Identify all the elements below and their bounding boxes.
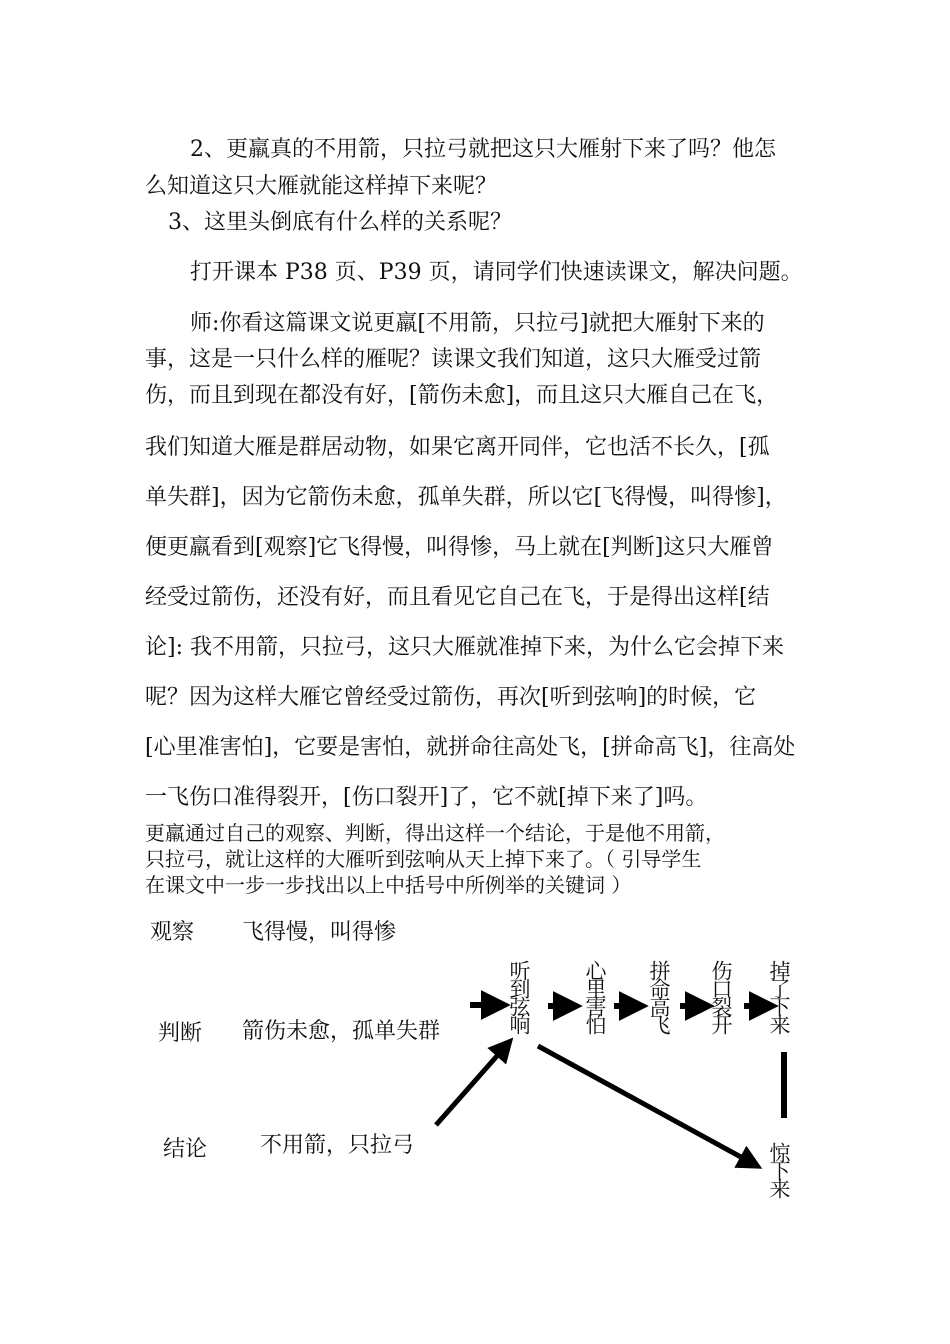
chain-step-1: 听到弦响: [507, 960, 531, 1032]
paragraph-line: 我们知道大雁是群居动物，如果它离开同伴，它也活不长久，[孤: [145, 435, 770, 460]
chain-step-2: 心里害怕: [583, 960, 607, 1032]
paragraph-line: 么知道这只大雁就能这样掉下来呢？: [145, 174, 498, 199]
paragraph-line: 更羸通过自己的观察、判断，得出这样一个结论，于是他不用箭，: [145, 821, 725, 845]
paragraph-line: 在课文中一步一步找出以上中括号中所例举的关键词 ）: [145, 873, 632, 897]
paragraph-line: [心里准害怕]，它要是害怕，就拼命往高处飞，[拼命高飞]，往高处: [145, 735, 796, 760]
text-observe: 飞得慢，叫得惨: [242, 920, 397, 945]
paragraph-line: 论]: 我不用箭，只拉弓，这只大雁就准掉下来，为什么它会掉下来: [145, 635, 784, 660]
paragraph-line: 便更羸看到[观察]它飞得慢，叫得惨，马上就在[判断]这只大雁曾: [145, 535, 774, 560]
paragraph-line: 单失群]，因为它箭伤未愈，孤单失群，所以它[飞得慢，叫得惨]，: [145, 485, 787, 510]
arrow-diagonal-down: [538, 1046, 750, 1162]
text-judge: 箭伤未愈，孤单失群: [242, 1019, 441, 1044]
label-judge: 判断: [158, 1021, 203, 1046]
label-conclude: 结论: [163, 1137, 208, 1162]
chain-step-3: 拼命高飞: [647, 960, 671, 1032]
chain-step-5: 掉了下来: [767, 960, 791, 1032]
text-conclude: 不用箭，只拉弓: [260, 1133, 415, 1158]
chain-step-4: 伤口裂开: [709, 960, 733, 1032]
paragraph-line: 一飞伤口准得裂开，[伤口裂开]了，它不就[掉下来了]吗。: [145, 785, 708, 810]
paragraph-line: 师:你看这篇课文说更羸[不用箭，只拉弓]就把大雁射下来的: [190, 311, 765, 336]
paragraph-line: 呢？因为这样大雁它曾经受过箭伤，再次[听到弦响]的时候，它: [145, 685, 757, 710]
paragraph-line: 伤，而且到现在都没有好，[箭伤未愈]，而且这只大雁自己在飞，: [145, 383, 779, 408]
arrow-conclude-up: [436, 1048, 504, 1125]
paragraph-line: 3、这里头倒底有什么样的关系呢？: [168, 210, 512, 235]
label-observe: 观察: [150, 920, 195, 945]
paragraph-line: 事，这是一只什么样的雁呢？读课文我们知道，这只大雁受过箭: [145, 347, 762, 372]
paragraph-line: 打开课本 P38 页、P39 页，请同学们快速读课文，解决问题。: [190, 260, 803, 285]
paragraph-line: 只拉弓，就让这样的大雁听到弦响从天上掉下来了。（ 引导学生: [145, 847, 702, 871]
end-result: 惊下来: [767, 1142, 791, 1196]
paragraph-line: 经受过箭伤，还没有好，而且看见它自己在飞，于是得出这样[结: [145, 585, 770, 610]
paragraph-line: 2、更羸真的不用箭，只拉弓就把这只大雁射下来了吗？他怎: [190, 137, 776, 162]
